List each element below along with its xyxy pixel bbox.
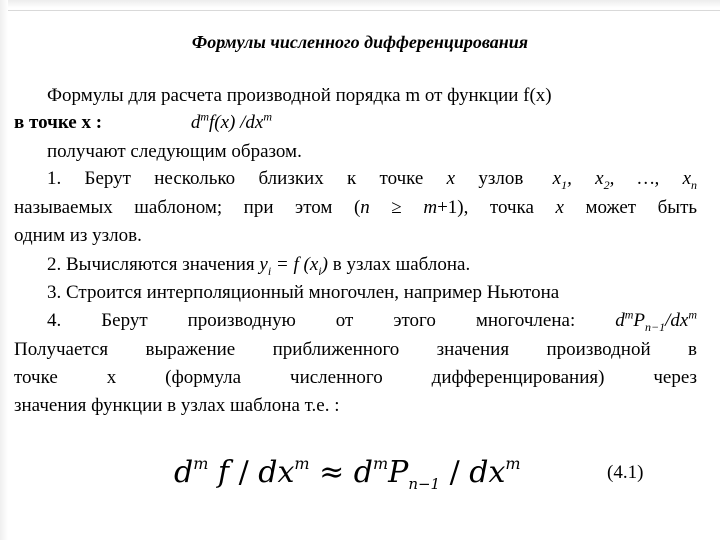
intro-line-2 (14, 111, 272, 135)
result-line-3: значения функции в узлах шаблона т.е. : (14, 395, 340, 416)
intro-text-1: Формулы для расчета производной порядка m от функции f(x) (47, 85, 552, 106)
node-condition: (n ≥ m+1), (353, 197, 469, 218)
step4-line: 4. Берут производную от этого многочлена: $d^mP_{n-1}/dx^m$ (47, 307, 698, 334)
step2-line: 2. Вычисляются значения $y_i = f$ $(x_i)$ в узлах шаблона. (47, 254, 471, 278)
node-values-expression: $y_i = f$ $(x_i)$ (259, 254, 328, 278)
step3-line: 3. Строится интерполяционный многочлен, например Ньютона (47, 282, 560, 303)
node-list: $x_1$, $x_2$, …, $x_n$ (552, 168, 698, 192)
intro-text-3: получают следующим образом. (47, 141, 302, 162)
at-point-label: в точке x : (14, 112, 103, 133)
step1-line-2: называемых шаблоном; при этом (n ≥ m+1), точка x может быть (14, 197, 698, 218)
intro-line-1 (47, 84, 697, 108)
result-line-1: Получается выражение приближенного значения производной в (14, 339, 697, 360)
main-formula: $d^m$ $f / dx^m \approx d^mP_{n-1} / dx^m$ (174, 454, 521, 493)
step1-line-1: 1. Берут несколько близких к точке x узлов $x_1$, $x_2$, …, $x_n$ (47, 168, 698, 192)
intro-line-3 (47, 140, 302, 164)
step1-line-3: одним из узлов. (14, 225, 142, 246)
equation-number: (4.1) (607, 462, 644, 483)
polynomial-derivative-expression: $d^mP_{n-1}/dx^m$ (615, 307, 698, 334)
result-line-2: точке х (формула численного дифференцирования) через (14, 367, 697, 388)
slide-title: Формулы численного дифференцирования (191, 32, 529, 52)
derivative-expression: $d^mf(x)$ $/dx^m$ (190, 109, 272, 133)
